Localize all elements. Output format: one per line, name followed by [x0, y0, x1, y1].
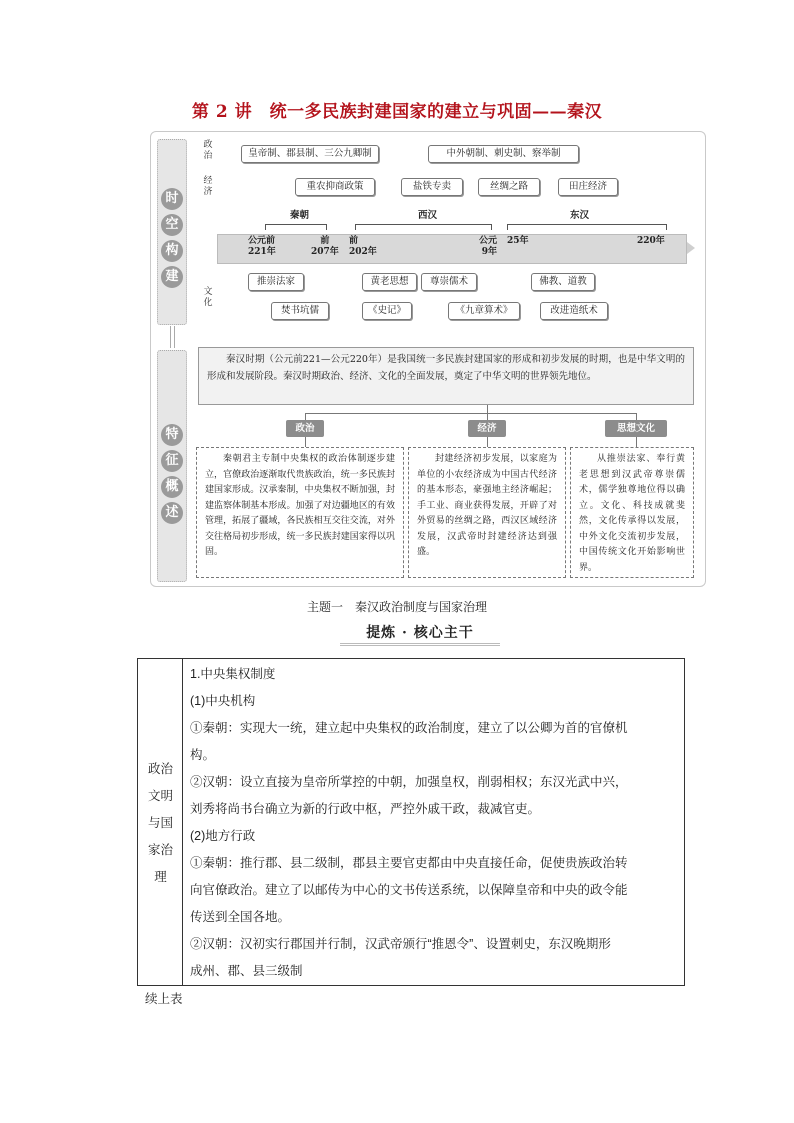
era-qin: 秦朝 [290, 210, 310, 221]
culture-tag: 黄老思想 [362, 273, 417, 291]
content-line: (2)地方行政 [190, 829, 256, 843]
content-line: ②汉朝：设立直接为皇帝所掌控的中朝，加强皇权，削弱相权；东汉光武中兴， [190, 775, 628, 789]
category-culture: 思想文化 [605, 420, 667, 437]
content-line: 1.中央集权制度 [190, 667, 276, 681]
page-title: 第 2 讲 统一多民族封建国家的建立与巩固——秦汉 [191, 102, 603, 122]
connector [170, 326, 175, 348]
category-economy: 经济 [468, 420, 506, 437]
economy-tag: 丝绸之路 [478, 178, 540, 196]
continued-note: 续上表 [145, 992, 183, 1006]
sidebar-char: 述 [161, 502, 183, 524]
politics-tag: 中外朝制、刺史制、察举制 [428, 145, 579, 163]
culture-tag: 推崇法家 [248, 273, 304, 291]
summary-box: 秦汉时期（公元前221—公元220年）是我国统一多民族封建国家的形成和初步发展的时期，也是中华文明的形成和发展阶段。秦汉时期政治、经济、文化的全面发展，奠定了中华文明的世界领先地位。 [198, 347, 694, 405]
content-line: ①秦朝：实现大一统，建立起中央集权的政治制度，建立了以公卿为首的官僚机 [190, 721, 628, 735]
era-xihan: 西汉 [418, 210, 438, 221]
sidebar-char: 时 [161, 188, 183, 210]
timeline-label: 公元前 221年 [248, 236, 276, 257]
timeline-label: 25年 [507, 236, 529, 246]
content-line: 刘秀将尚书台确立为新的行政中枢，严控外戚干政，裁减官吏。 [190, 802, 541, 816]
sidebar-char: 征 [161, 450, 183, 472]
culture-tag: 佛教、道教 [531, 273, 595, 291]
section-banner: 提炼 · 核心主干 [340, 622, 500, 646]
content-line: 成州、郡、县三级制 [190, 964, 303, 978]
tree-line [305, 413, 306, 420]
tree-line [636, 413, 637, 420]
content-line: 向官僚政治。建立了以邮传为中心的文书传送系统，以保障皇帝和中央的政令能 [190, 883, 628, 897]
row-label-politics: 政治 [203, 140, 213, 161]
tree-line [305, 437, 306, 447]
content-line: (1)中央机构 [190, 694, 256, 708]
culture-tag: 焚书坑儒 [271, 302, 329, 320]
timeline-label: 220年 [637, 236, 665, 246]
era-donghan: 东汉 [570, 210, 590, 221]
tree-line [487, 437, 488, 447]
economy-tag: 重农抑商政策 [295, 178, 375, 196]
content-line: ①秦朝：推行郡、县二级制，郡县主要官吏都由中央直接任命，促使贵族政治转 [190, 856, 628, 870]
timeline-bar [217, 234, 687, 264]
category-politics: 政治 [286, 420, 324, 437]
timeline-label: 公元 9年 [479, 236, 498, 257]
sidebar-char: 特 [161, 424, 183, 446]
sidebar-char: 空 [161, 214, 183, 236]
content-line: ②汉朝：汉初实行郡国并行制，汉武帝颁行“推恩令”、设置刺史，东汉晚期形 [190, 937, 611, 951]
culture-tag: 尊崇儒术 [421, 273, 477, 291]
sidebar-char: 构 [161, 240, 183, 262]
table-content [190, 661, 680, 985]
tree-line [305, 413, 637, 414]
column-culture: 从推崇法家、奉行黄老思想到汉武帝尊崇儒术，儒学独尊地位得以确立。文化、科技成就斐然，文化传承得以发展，中外文化交流初步发展，中国传统文化开始影响世界。 [570, 447, 694, 578]
politics-tag: 皇帝制、郡县制、三公九卿制 [241, 145, 379, 163]
theme-heading: 主题一 秦汉政治制度与国家治理 [306, 600, 487, 614]
culture-tag: 《九章算术》 [448, 302, 520, 320]
tree-line [636, 437, 637, 447]
timeline-arrow-icon [687, 242, 695, 254]
economy-tag: 田庄经济 [558, 178, 618, 196]
tree-line [487, 413, 488, 420]
content-line: 构。 [190, 748, 216, 762]
culture-tag: 改进造纸术 [540, 302, 608, 320]
content-line: 传送到全国各地。 [190, 910, 291, 924]
era-bracket [265, 224, 327, 230]
row-label-economy: 经济 [203, 176, 213, 197]
row-label-culture: 文化 [203, 287, 213, 308]
column-economy: 封建经济初步发展，以家庭为单位的小农经济成为中国古代经济的基本形态，豪强地主经济崛起；手工业、商业获得发展，开辟了对外贸易的丝绸之路，西汉区域经济发展，汉武帝时封建经济达到强盛。 [408, 447, 566, 578]
timeline-label: 前 202年 [349, 236, 377, 257]
sidebar-char: 建 [161, 266, 183, 288]
table-left-label: 政治 文明 与国 家治 理 [147, 762, 173, 884]
era-bracket [507, 224, 667, 230]
economy-tag: 盐铁专卖 [401, 178, 463, 196]
sidebar-char: 概 [161, 476, 183, 498]
tree-line [487, 405, 488, 413]
era-bracket [355, 224, 492, 230]
column-politics: 秦朝君主专制中央集权的政治体制逐步建立，官僚政治逐渐取代贵族政治，统一多民族封建国家形成。汉承秦制，中央集权不断加强，封建监察体制基本形成。加强了对边疆地区的有效管理，拓展了疆域，各民族相互交往交流，对外交往格局初步形成，统一多民族封建国家得以巩固。 [196, 447, 404, 578]
timeline-label: 前 207年 [311, 236, 339, 257]
culture-tag: 《史记》 [362, 302, 412, 320]
content-table [137, 658, 685, 986]
